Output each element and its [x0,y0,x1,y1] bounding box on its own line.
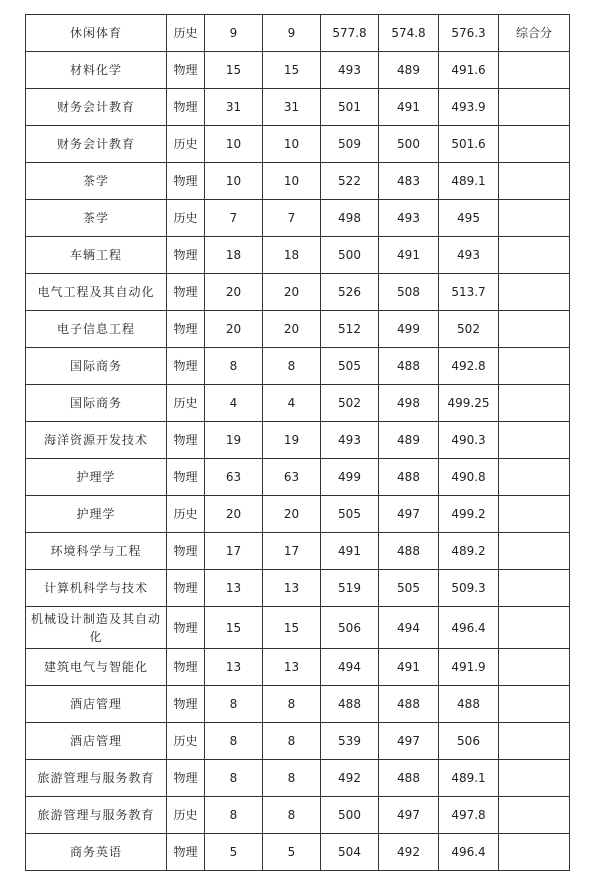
note-cell [499,607,570,649]
highest-score-cell: 504 [321,834,379,871]
note-cell [499,385,570,422]
admitted-count-cell: 31 [263,89,321,126]
admitted-count-cell: 7 [263,200,321,237]
highest-score-cell: 505 [321,496,379,533]
table-row [26,15,570,52]
plan-count-cell: 10 [205,163,263,200]
plan-count-cell: 18 [205,237,263,274]
average-score-cell: 509.3 [439,570,499,607]
subject-category-cell: 物理 [167,274,205,311]
highest-score-cell: 500 [321,237,379,274]
admitted-count-cell: 63 [263,459,321,496]
note-cell [499,496,570,533]
lowest-score-cell: 488 [379,533,439,570]
subject-category-cell: 物理 [167,459,205,496]
average-score-cell: 513.7 [439,274,499,311]
plan-count-cell: 31 [205,89,263,126]
major-name-cell: 机械设计制造及其自动化 [26,607,167,649]
table-row [26,126,570,163]
subject-category-cell: 历史 [167,15,205,52]
major-name-cell: 海洋资源开发技术 [26,422,167,459]
subject-category-cell: 物理 [167,422,205,459]
note-cell [499,797,570,834]
average-score-cell: 499.2 [439,496,499,533]
highest-score-cell: 577.8 [321,15,379,52]
table-row [26,607,570,649]
lowest-score-cell: 574.8 [379,15,439,52]
note-cell [499,459,570,496]
plan-count-cell: 4 [205,385,263,422]
highest-score-cell: 512 [321,311,379,348]
major-name-cell: 酒店管理 [26,686,167,723]
highest-score-cell: 498 [321,200,379,237]
average-score-cell: 497.8 [439,797,499,834]
table-row [26,422,570,459]
major-name-cell: 建筑电气与智能化 [26,649,167,686]
highest-score-cell: 502 [321,385,379,422]
table-row [26,797,570,834]
table-row [26,89,570,126]
table-row [26,723,570,760]
average-score-cell: 499.25 [439,385,499,422]
lowest-score-cell: 489 [379,422,439,459]
table-row [26,760,570,797]
note-cell [499,686,570,723]
average-score-cell: 495 [439,200,499,237]
subject-category-cell: 历史 [167,723,205,760]
plan-count-cell: 19 [205,422,263,459]
highest-score-cell: 491 [321,533,379,570]
table-row [26,533,570,570]
subject-category-cell: 物理 [167,237,205,274]
lowest-score-cell: 497 [379,797,439,834]
note-cell [499,126,570,163]
major-name-cell: 茶学 [26,163,167,200]
average-score-cell: 501.6 [439,126,499,163]
major-name-cell: 电子信息工程 [26,311,167,348]
plan-count-cell: 8 [205,797,263,834]
average-score-cell: 506 [439,723,499,760]
subject-category-cell: 物理 [167,52,205,89]
lowest-score-cell: 492 [379,834,439,871]
major-name-cell: 商务英语 [26,834,167,871]
table-row [26,348,570,385]
admitted-count-cell: 8 [263,348,321,385]
average-score-cell: 491.6 [439,52,499,89]
major-name-cell: 车辆工程 [26,237,167,274]
table-row [26,686,570,723]
highest-score-cell: 499 [321,459,379,496]
average-score-cell: 489.1 [439,163,499,200]
lowest-score-cell: 491 [379,649,439,686]
lowest-score-cell: 488 [379,686,439,723]
plan-count-cell: 15 [205,607,263,649]
plan-count-cell: 13 [205,570,263,607]
admitted-count-cell: 17 [263,533,321,570]
plan-count-cell: 8 [205,686,263,723]
major-name-cell: 财务会计教育 [26,126,167,163]
plan-count-cell: 20 [205,311,263,348]
highest-score-cell: 519 [321,570,379,607]
plan-count-cell: 7 [205,200,263,237]
average-score-cell: 496.4 [439,834,499,871]
lowest-score-cell: 488 [379,459,439,496]
note-cell [499,760,570,797]
note-cell [499,348,570,385]
average-score-cell: 493 [439,237,499,274]
plan-count-cell: 8 [205,760,263,797]
major-name-cell: 财务会计教育 [26,89,167,126]
table-row [26,200,570,237]
highest-score-cell: 539 [321,723,379,760]
plan-count-cell: 20 [205,496,263,533]
subject-category-cell: 物理 [167,163,205,200]
subject-category-cell: 物理 [167,649,205,686]
average-score-cell: 493.9 [439,89,499,126]
note-cell [499,311,570,348]
admitted-count-cell: 8 [263,797,321,834]
average-score-cell: 492.8 [439,348,499,385]
average-score-cell: 576.3 [439,15,499,52]
highest-score-cell: 526 [321,274,379,311]
major-name-cell: 国际商务 [26,385,167,422]
lowest-score-cell: 505 [379,570,439,607]
average-score-cell: 489.1 [439,760,499,797]
admitted-count-cell: 15 [263,607,321,649]
note-cell [499,163,570,200]
average-score-cell: 491.9 [439,649,499,686]
table-row [26,649,570,686]
table-row [26,570,570,607]
plan-count-cell: 8 [205,723,263,760]
note-cell [499,533,570,570]
major-name-cell: 旅游管理与服务教育 [26,760,167,797]
note-cell [499,834,570,871]
major-name-cell: 国际商务 [26,348,167,385]
highest-score-cell: 493 [321,422,379,459]
plan-count-cell: 9 [205,15,263,52]
plan-count-cell: 13 [205,649,263,686]
lowest-score-cell: 508 [379,274,439,311]
lowest-score-cell: 499 [379,311,439,348]
lowest-score-cell: 483 [379,163,439,200]
lowest-score-cell: 491 [379,237,439,274]
table-row [26,385,570,422]
table-row [26,163,570,200]
lowest-score-cell: 498 [379,385,439,422]
table-row [26,311,570,348]
major-name-cell: 酒店管理 [26,723,167,760]
note-cell [499,200,570,237]
highest-score-cell: 509 [321,126,379,163]
admitted-count-cell: 5 [263,834,321,871]
admitted-count-cell: 13 [263,649,321,686]
lowest-score-cell: 494 [379,607,439,649]
highest-score-cell: 488 [321,686,379,723]
admitted-count-cell: 19 [263,422,321,459]
admitted-count-cell: 8 [263,760,321,797]
note-cell [499,570,570,607]
highest-score-cell: 505 [321,348,379,385]
admitted-count-cell: 15 [263,52,321,89]
major-name-cell: 旅游管理与服务教育 [26,797,167,834]
lowest-score-cell: 488 [379,760,439,797]
admitted-count-cell: 10 [263,126,321,163]
admission-score-table [25,14,570,871]
average-score-cell: 488 [439,686,499,723]
subject-category-cell: 物理 [167,348,205,385]
subject-category-cell: 物理 [167,607,205,649]
note-cell [499,52,570,89]
note-cell [499,723,570,760]
major-name-cell: 休闲体育 [26,15,167,52]
plan-count-cell: 15 [205,52,263,89]
subject-category-cell: 物理 [167,311,205,348]
lowest-score-cell: 489 [379,52,439,89]
major-name-cell: 电气工程及其自动化 [26,274,167,311]
major-name-cell: 护理学 [26,496,167,533]
note-cell [499,237,570,274]
highest-score-cell: 522 [321,163,379,200]
subject-category-cell: 物理 [167,686,205,723]
plan-count-cell: 10 [205,126,263,163]
admitted-count-cell: 8 [263,723,321,760]
note-cell [499,649,570,686]
note-cell: 综合分 [499,15,570,52]
subject-category-cell: 历史 [167,126,205,163]
major-name-cell: 护理学 [26,459,167,496]
major-name-cell: 材料化学 [26,52,167,89]
subject-category-cell: 历史 [167,200,205,237]
table-row [26,459,570,496]
major-name-cell: 环境科学与工程 [26,533,167,570]
lowest-score-cell: 493 [379,200,439,237]
table-row [26,52,570,89]
admitted-count-cell: 18 [263,237,321,274]
table-row [26,834,570,871]
plan-count-cell: 8 [205,348,263,385]
admitted-count-cell: 8 [263,686,321,723]
highest-score-cell: 500 [321,797,379,834]
major-name-cell: 茶学 [26,200,167,237]
subject-category-cell: 物理 [167,533,205,570]
plan-count-cell: 17 [205,533,263,570]
note-cell [499,422,570,459]
average-score-cell: 502 [439,311,499,348]
highest-score-cell: 493 [321,52,379,89]
plan-count-cell: 63 [205,459,263,496]
average-score-cell: 490.3 [439,422,499,459]
table-body [26,15,570,871]
lowest-score-cell: 500 [379,126,439,163]
subject-category-cell: 历史 [167,496,205,533]
lowest-score-cell: 497 [379,496,439,533]
average-score-cell: 489.2 [439,533,499,570]
admitted-count-cell: 20 [263,274,321,311]
table-row [26,496,570,533]
highest-score-cell: 494 [321,649,379,686]
admitted-count-cell: 4 [263,385,321,422]
admitted-count-cell: 13 [263,570,321,607]
highest-score-cell: 501 [321,89,379,126]
admitted-count-cell: 20 [263,311,321,348]
subject-category-cell: 物理 [167,89,205,126]
note-cell [499,274,570,311]
subject-category-cell: 历史 [167,797,205,834]
lowest-score-cell: 488 [379,348,439,385]
table-row [26,237,570,274]
average-score-cell: 490.8 [439,459,499,496]
subject-category-cell: 历史 [167,385,205,422]
subject-category-cell: 物理 [167,570,205,607]
lowest-score-cell: 497 [379,723,439,760]
subject-category-cell: 物理 [167,760,205,797]
major-name-cell: 计算机科学与技术 [26,570,167,607]
plan-count-cell: 20 [205,274,263,311]
table-row [26,274,570,311]
average-score-cell: 496.4 [439,607,499,649]
highest-score-cell: 492 [321,760,379,797]
lowest-score-cell: 491 [379,89,439,126]
note-cell [499,89,570,126]
highest-score-cell: 506 [321,607,379,649]
admitted-count-cell: 10 [263,163,321,200]
plan-count-cell: 5 [205,834,263,871]
admitted-count-cell: 20 [263,496,321,533]
subject-category-cell: 物理 [167,834,205,871]
admitted-count-cell: 9 [263,15,321,52]
